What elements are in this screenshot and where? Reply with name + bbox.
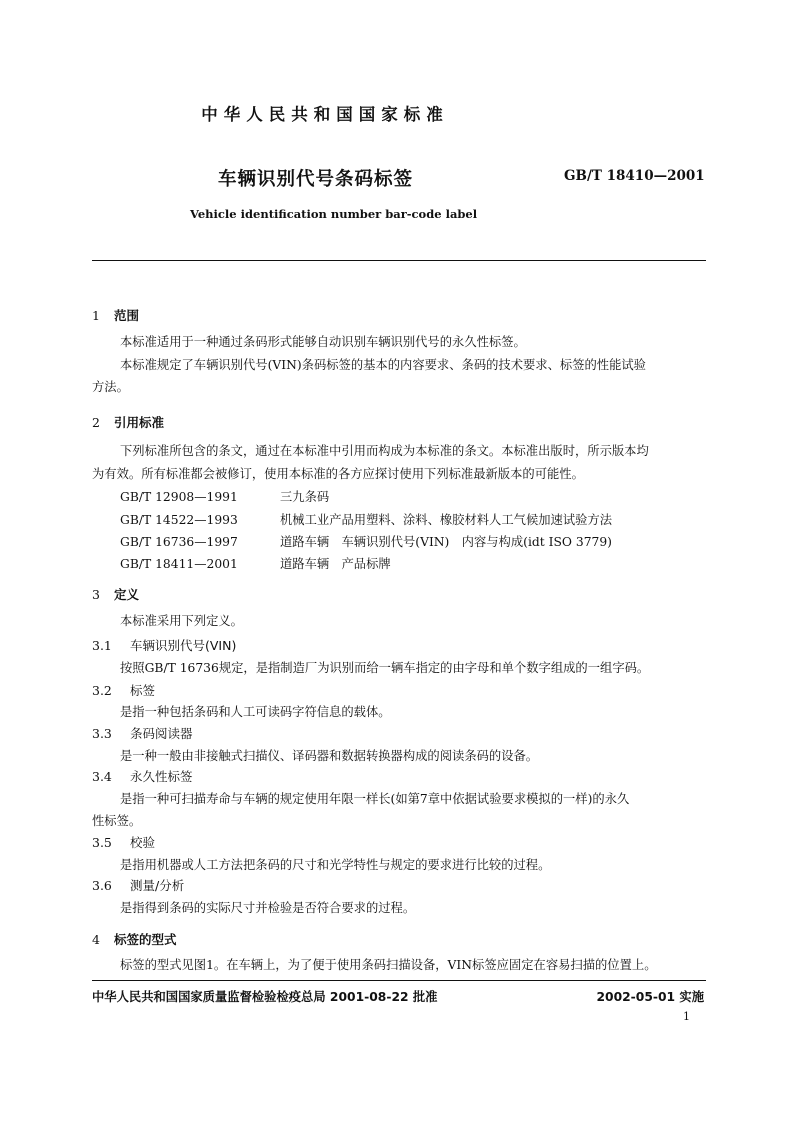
section-2-heading bbox=[92, 413, 164, 431]
reference-item bbox=[120, 487, 329, 505]
section-title: 范围 bbox=[114, 308, 140, 323]
issuing-body-header: 中华人民共和国国家标准 bbox=[201, 105, 449, 124]
definition-text: 是一种一般由非接触式扫描仪、译码器和数据转换器构成的阅读条码的设备。 bbox=[120, 749, 539, 763]
section-4-heading bbox=[92, 930, 177, 948]
definition-text: 是指一种包括条码和人工可读码字符信息的载体。 bbox=[120, 705, 391, 719]
definition-term bbox=[92, 636, 236, 654]
paragraph-continuation: 方法。 bbox=[92, 380, 129, 394]
paragraph: 本标准采用下列定义。 bbox=[120, 614, 243, 628]
clause-number: 3.3 bbox=[92, 726, 112, 741]
term-name: 车辆识别代号(VIN) bbox=[130, 638, 237, 653]
paragraph: 本标准适用于一种通过条码形式能够自动识别车辆识别代号的永久性标签。 bbox=[120, 335, 526, 349]
clause-number: 3.1 bbox=[92, 638, 112, 653]
section-number: 3 bbox=[92, 587, 100, 602]
reference-title: 机械工业产品用塑料、涂料、橡胶材料人工气候加速试验方法 bbox=[280, 513, 613, 527]
definition-text: 是指一种可扫描寿命与车辆的规定使用年限一样长(如第7章中依据试验要求模拟的一样)的永久 bbox=[120, 792, 630, 806]
approval-statement: 中华人民共和国国家质量监督检验检疫总局 2001-08-22 批准 bbox=[92, 990, 438, 1004]
paragraph: 标签的型式见图1。在车辆上，为了便于使用条码扫描设备，VIN标签应固定在容易扫描的位置上。 bbox=[120, 958, 657, 972]
definition-term bbox=[92, 876, 184, 894]
effective-date: 2002-05-01 实施 bbox=[596, 990, 704, 1004]
paragraph-continuation: 为有效。所有标准都会被修订，使用本标准的各方应探讨使用下列标准最新版本的可能性。 bbox=[92, 467, 584, 481]
definition-term bbox=[92, 681, 155, 699]
reference-item bbox=[120, 532, 612, 550]
paragraph: 本标准规定了车辆识别代号(VIN)条码标签的基本的内容要求、条码的技术要求、标签的性能试验 bbox=[120, 358, 646, 372]
term-name: 永久性标签 bbox=[130, 769, 193, 784]
header-divider bbox=[92, 260, 706, 261]
clause-number: 3.2 bbox=[92, 683, 112, 698]
term-name: 测量/分析 bbox=[130, 878, 185, 893]
reference-title: 三九条码 bbox=[280, 490, 330, 504]
section-number: 4 bbox=[92, 932, 100, 947]
page-number: 1 bbox=[683, 1010, 690, 1023]
clause-number: 3.6 bbox=[92, 878, 112, 893]
english-title: Vehicle identification number bar-code label bbox=[190, 207, 478, 221]
paragraph: 下列标准所包含的条文，通过在本标准中引用而构成为本标准的条文。本标准出版时，所示版本均 bbox=[120, 444, 649, 458]
section-title: 引用标准 bbox=[114, 415, 165, 430]
section-3-heading bbox=[92, 585, 139, 603]
section-1-heading bbox=[92, 306, 139, 324]
clause-number: 3.4 bbox=[92, 769, 112, 784]
document-title: 车辆识别代号条码标签 bbox=[218, 169, 414, 190]
section-title: 标签的型式 bbox=[114, 932, 177, 947]
reference-code: GB/T 16736—1997 bbox=[120, 535, 238, 549]
definition-text-continuation: 性标签。 bbox=[92, 814, 142, 828]
footer-divider bbox=[92, 980, 706, 981]
reference-item bbox=[120, 510, 612, 528]
definition-term bbox=[92, 767, 193, 785]
definition-term bbox=[92, 833, 155, 851]
definition-text: 是指用机器或人工方法把条码的尺寸和光学特性与规定的要求进行比较的过程。 bbox=[120, 858, 551, 872]
term-name: 标签 bbox=[130, 683, 156, 698]
term-name: 条码阅读器 bbox=[130, 726, 193, 741]
section-number: 1 bbox=[92, 308, 100, 323]
reference-code: GB/T 12908—1991 bbox=[120, 490, 238, 504]
section-number: 2 bbox=[92, 415, 100, 430]
clause-number: 3.5 bbox=[92, 835, 112, 850]
definition-term bbox=[92, 724, 193, 742]
definition-text: 是指得到条码的实际尺寸并检验是否符合要求的过程。 bbox=[120, 901, 416, 915]
section-title: 定义 bbox=[114, 587, 140, 602]
reference-title: 道路车辆 产品标牌 bbox=[280, 557, 391, 571]
reference-code: GB/T 14522—1993 bbox=[120, 513, 238, 527]
reference-title: 道路车辆 车辆识别代号(VIN) 内容与构成(idt ISO 3779) bbox=[280, 535, 612, 549]
standard-number: GB/T 18410—2001 bbox=[564, 168, 705, 184]
reference-code: GB/T 18411—2001 bbox=[120, 557, 238, 571]
term-name: 校验 bbox=[130, 835, 156, 850]
reference-item bbox=[120, 554, 391, 572]
definition-text: 按照GB/T 16736规定，是指制造厂为识别而给一辆车指定的由字母和单个数字组成的一组字码。 bbox=[120, 661, 650, 675]
